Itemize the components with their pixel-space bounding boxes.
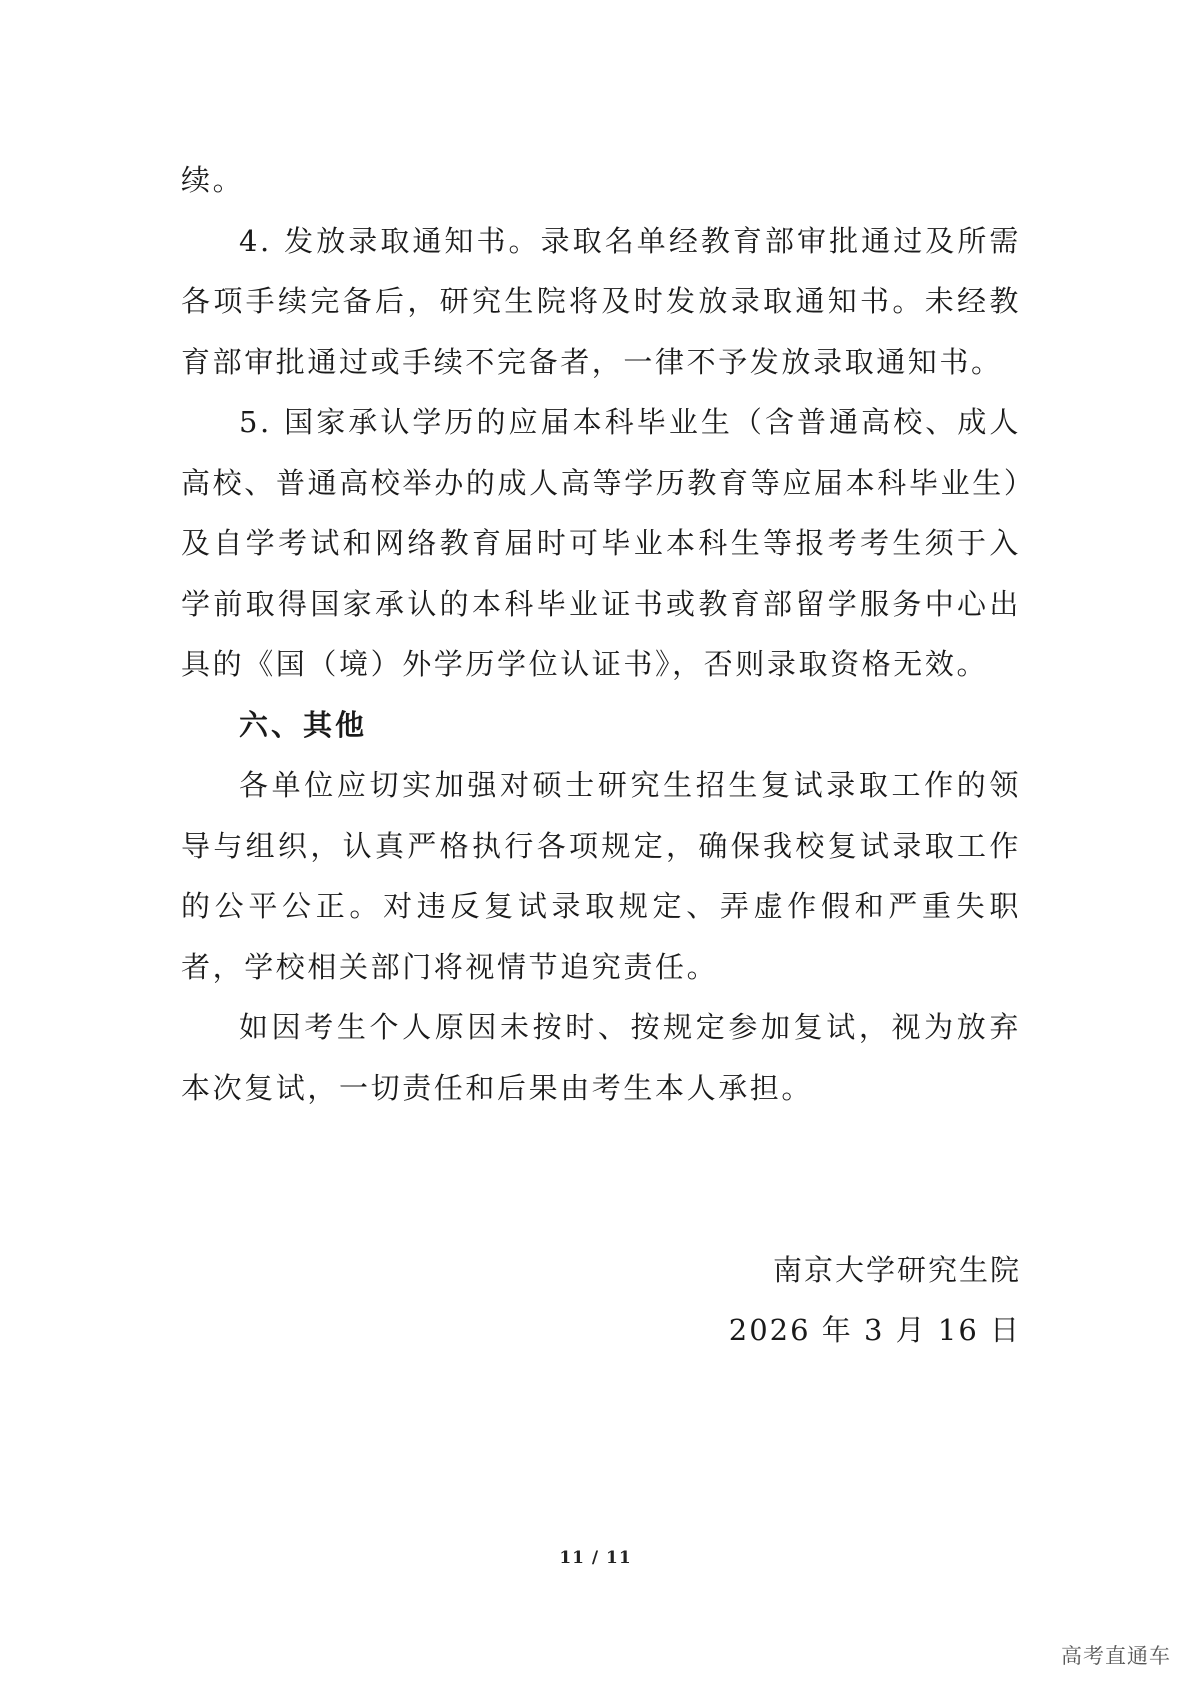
paragraph-other-1: 各单位应切实加强对硕士研究生招生复试录取工作的领导与组织，认真严格执行各项规定，确保我校复试录取工作的公平公正。对违反复试录取规定、弄虚作假和严重失职者，学校相关部门将视情节追究责任。 bbox=[181, 768, 1021, 984]
paragraph-item-4: 4. 发放录取通知书。录取名单经教育部审批通过及所需各项手续完备后，研究生院将及时发放录取通知书。未经教育部审批通过或手续不完备者，一律不予发放录取通知书。 bbox=[181, 223, 1021, 379]
document-body bbox=[181, 150, 1021, 1118]
signature-date: 2026 年 3 月 16 日 bbox=[728, 1313, 1021, 1347]
paragraph-item-5: 5. 国家承认学历的应届本科毕业生（含普通高校、成人高校、普通高校举办的成人高等学历教育等应届本科毕业生）及自学考试和网络教育届时可毕业本科生等报考考生须于入学前取得国家承认的本科毕业证书或教育部留学服务中心出具的《国（境）外学历学位认证书》，否则录取资格无效。 bbox=[181, 405, 1021, 681]
signature-organization: 南京大学研究生院 bbox=[772, 1253, 1021, 1287]
signature-block bbox=[729, 1240, 1021, 1360]
watermark-text: 高考直通车 bbox=[1061, 1644, 1171, 1668]
continuation-text: 续。 bbox=[181, 163, 245, 197]
section-heading: 六、其他 bbox=[239, 707, 368, 742]
paragraph-other-2: 如因考生个人原因未按时、按规定参加复试，视为放弃本次复试，一切责任和后果由考生本人承担。 bbox=[181, 1010, 1021, 1105]
page-number: 11 / 11 bbox=[559, 1548, 632, 1568]
